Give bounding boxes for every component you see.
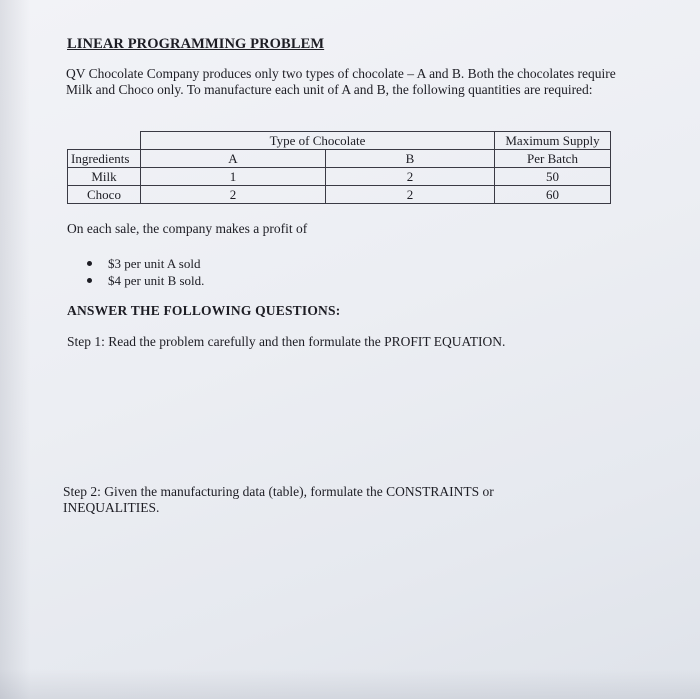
table-row <box>68 168 611 186</box>
page-shadow-bottom <box>0 669 700 699</box>
type-of-chocolate-header: Type of Chocolate <box>141 132 495 150</box>
step-1-text: Step 1: Read the problem carefully and then formulate the PROFIT EQUATION. <box>67 334 506 349</box>
ingredients-header: Ingredients <box>68 150 141 168</box>
table-row <box>68 186 611 204</box>
col-a-header: A <box>141 150 326 168</box>
profit-intro: On each sale, the company makes a profit of <box>67 221 308 236</box>
b-quantity-cell: 2 <box>326 168 495 186</box>
bullet-icon <box>87 278 92 283</box>
list-item <box>87 272 204 289</box>
list-item <box>87 255 204 272</box>
table-header-row <box>68 132 611 150</box>
step-2-text: Step 2: Given the manufacturing data (table), formulate the CONSTRAINTS or INEQUALITIES. <box>63 484 494 515</box>
per-batch-header: Per Batch <box>495 150 611 168</box>
table-subheader-row <box>68 150 611 168</box>
list-item-text: $4 per unit B sold. <box>108 273 205 288</box>
problem-intro: QV Chocolate Company produces only two types of chocolate – A and B. Both the chocolates require Milk and Choco only. To manufacture each unit of A and B, the following quantities are required: <box>66 66 616 97</box>
max-supply-cell: 60 <box>495 186 611 204</box>
document-title: LINEAR PROGRAMMING PROBLEM <box>67 36 325 52</box>
max-supply-header: Maximum Supply <box>495 132 611 150</box>
ingredient-cell: Choco <box>68 186 141 204</box>
ingredient-cell: Milk <box>68 168 141 186</box>
profit-list <box>87 255 204 289</box>
empty-corner-cell <box>68 132 141 150</box>
bullet-icon <box>87 261 92 266</box>
b-quantity-cell: 2 <box>326 186 495 204</box>
col-b-header: B <box>326 150 495 168</box>
ingredients-table <box>67 131 611 204</box>
max-supply-cell: 50 <box>495 168 611 186</box>
answer-heading: ANSWER THE FOLLOWING QUESTIONS: <box>67 303 341 318</box>
list-item-text: $3 per unit A sold <box>108 256 201 271</box>
a-quantity-cell: 2 <box>141 186 326 204</box>
a-quantity-cell: 1 <box>141 168 326 186</box>
page-shadow-left <box>0 0 30 699</box>
